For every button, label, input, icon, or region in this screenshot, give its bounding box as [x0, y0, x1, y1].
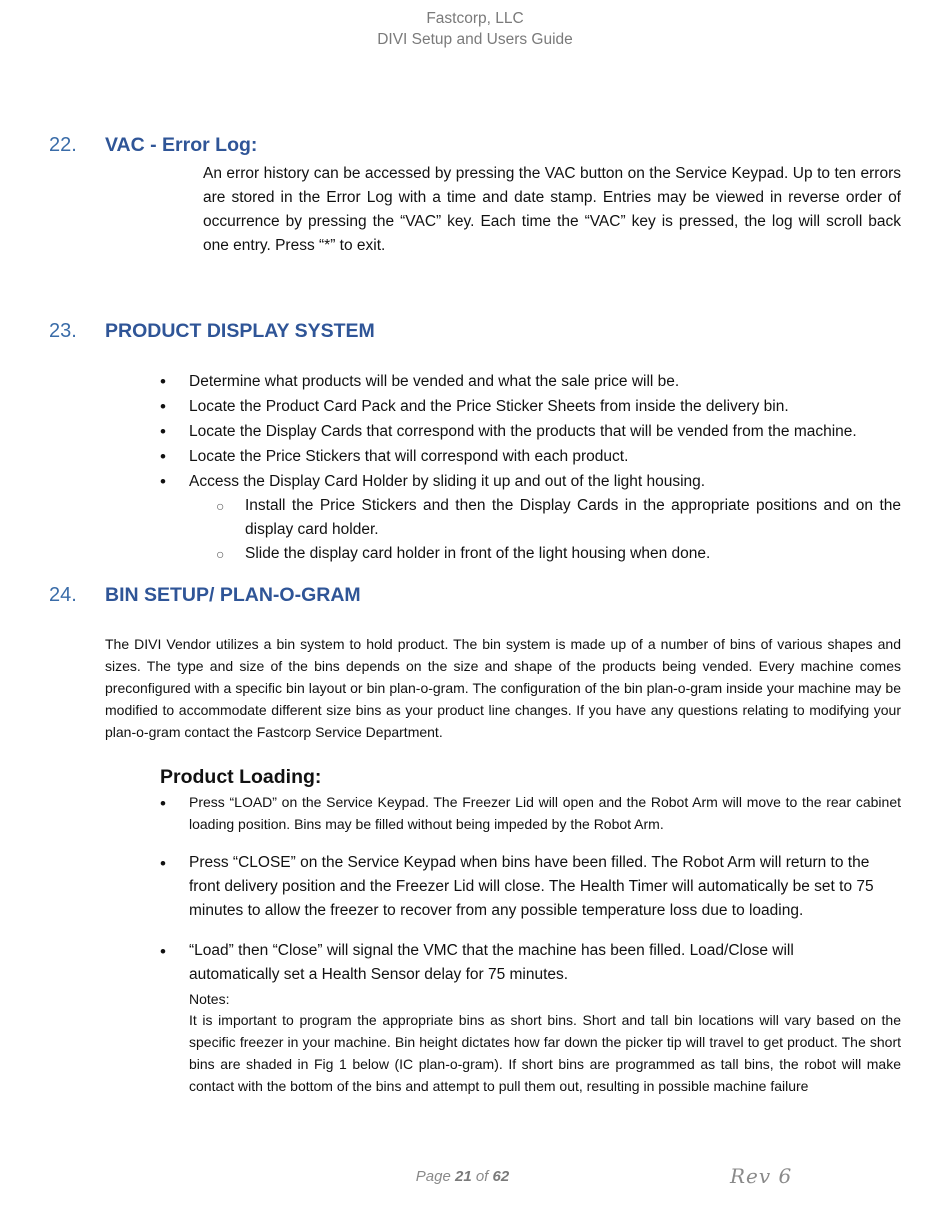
bullet-icon: •: [160, 794, 166, 813]
list-item: Determine what products will be vended and what the sale price will be.: [189, 373, 680, 390]
section-23-title: PRODUCT DISPLAY SYSTEM: [105, 320, 375, 342]
bullet-icon: •: [160, 422, 166, 441]
page-word: Page: [415, 1168, 451, 1185]
product-loading-heading: Product Loading:: [160, 766, 322, 788]
list-item: Access the Display Card Holder by sliding it up and out of the light housing.: [189, 473, 706, 490]
list-item: Press “LOAD” on the Service Keypad. The Freezer Lid will open and the Robot Arm will move to the rear cabinet loading position. Bins may be filled without being impeded by the Robot Arm.: [189, 794, 901, 832]
of-word: of: [475, 1168, 489, 1185]
circle-bullet-icon: ○: [216, 546, 225, 562]
list-item: Press “CLOSE” on the Service Keypad when bins have been filled. The Robot Arm will return to the front delivery position and the Freezer Lid will close. The Health Timer will automatically be set to 75 minutes to allow the freezer to recover from any possible temperature loss due to loading.: [189, 854, 874, 919]
section-22-title: VAC - Error Log:: [105, 134, 258, 156]
bullet-icon: •: [160, 397, 166, 416]
header-company: Fastcorp, LLC: [426, 10, 524, 27]
bullet-icon: •: [160, 447, 166, 466]
section-23-number: 23.: [49, 320, 77, 342]
header-doc-title: DIVI Setup and Users Guide: [377, 31, 573, 48]
page-indicator: [390, 1168, 535, 1185]
page-number: 21: [454, 1168, 472, 1185]
bullet-icon: •: [160, 854, 166, 873]
notes-text: It is important to program the appropriate bins as short bins. Short and tall bin locations will vary based on the specific freezer in your machine. Bin height dictates how far down the picker tip will travel to get product. The short bins are shaded in Fig 1 below (IC plan-o-gram). If short bins are programmed as tall bins, the robot will make contact with the bottom of the bins and attempt to pull them out, resulting in possible machine failure: [189, 1012, 901, 1094]
list-item: Locate the Display Cards that correspond with the products that will be vended from the machine.: [189, 423, 857, 440]
bullet-icon: •: [160, 942, 166, 961]
section-24-number: 24.: [49, 584, 77, 606]
section-24-body: The DIVI Vendor utilizes a bin system to hold product. The bin system is made up of a number of bins of various shapes and sizes. The type and size of the bins depends on the size and shape of the products being vended. Every machine comes preconfigured with a specific bin layout or bin plan-o-gram. The configuration of the bin plan-o-gram inside your machine may be modified to accommodate different size bins as your product line changes. If you have any questions relating to modifying your plan-o-gram contact the Fastcorp Service Department.: [105, 636, 901, 740]
bullet-icon: •: [160, 372, 166, 391]
notes-label: Notes:: [189, 991, 230, 1007]
revision-mark: Rev 6: [730, 1164, 793, 1188]
section-22-body: An error history can be accessed by pressing the VAC button on the Service Keypad. Up to ten errors are stored in the Error Log with a time and date stamp. Entries may be viewed in reverse order of occurrence by pressing the “VAC” key. Each time the “VAC” key is pressed, the log will scroll back one entry. Press “*” to exit.: [203, 165, 901, 254]
list-item: “Load” then “Close” will signal the VMC that the machine has been filled. Load/Close will automatically set a Health Sensor delay for 75 minutes.: [189, 942, 794, 983]
section-22-number: 22.: [49, 134, 77, 156]
list-item: Locate the Product Card Pack and the Price Sticker Sheets from inside the delivery bin.: [189, 398, 789, 415]
bullet-icon: •: [160, 472, 166, 491]
sub-list-item: Install the Price Stickers and then the Display Cards in the appropriate positions and on the display card holder.: [245, 497, 901, 538]
section-24-title: BIN SETUP/ PLAN-O-GRAM: [105, 584, 361, 606]
sub-list-item: Slide the display card holder in front of the light housing when done.: [245, 545, 711, 562]
circle-bullet-icon: ○: [216, 498, 225, 514]
total-pages: 62: [492, 1168, 510, 1185]
list-item: Locate the Price Stickers that will correspond with each product.: [189, 448, 629, 465]
